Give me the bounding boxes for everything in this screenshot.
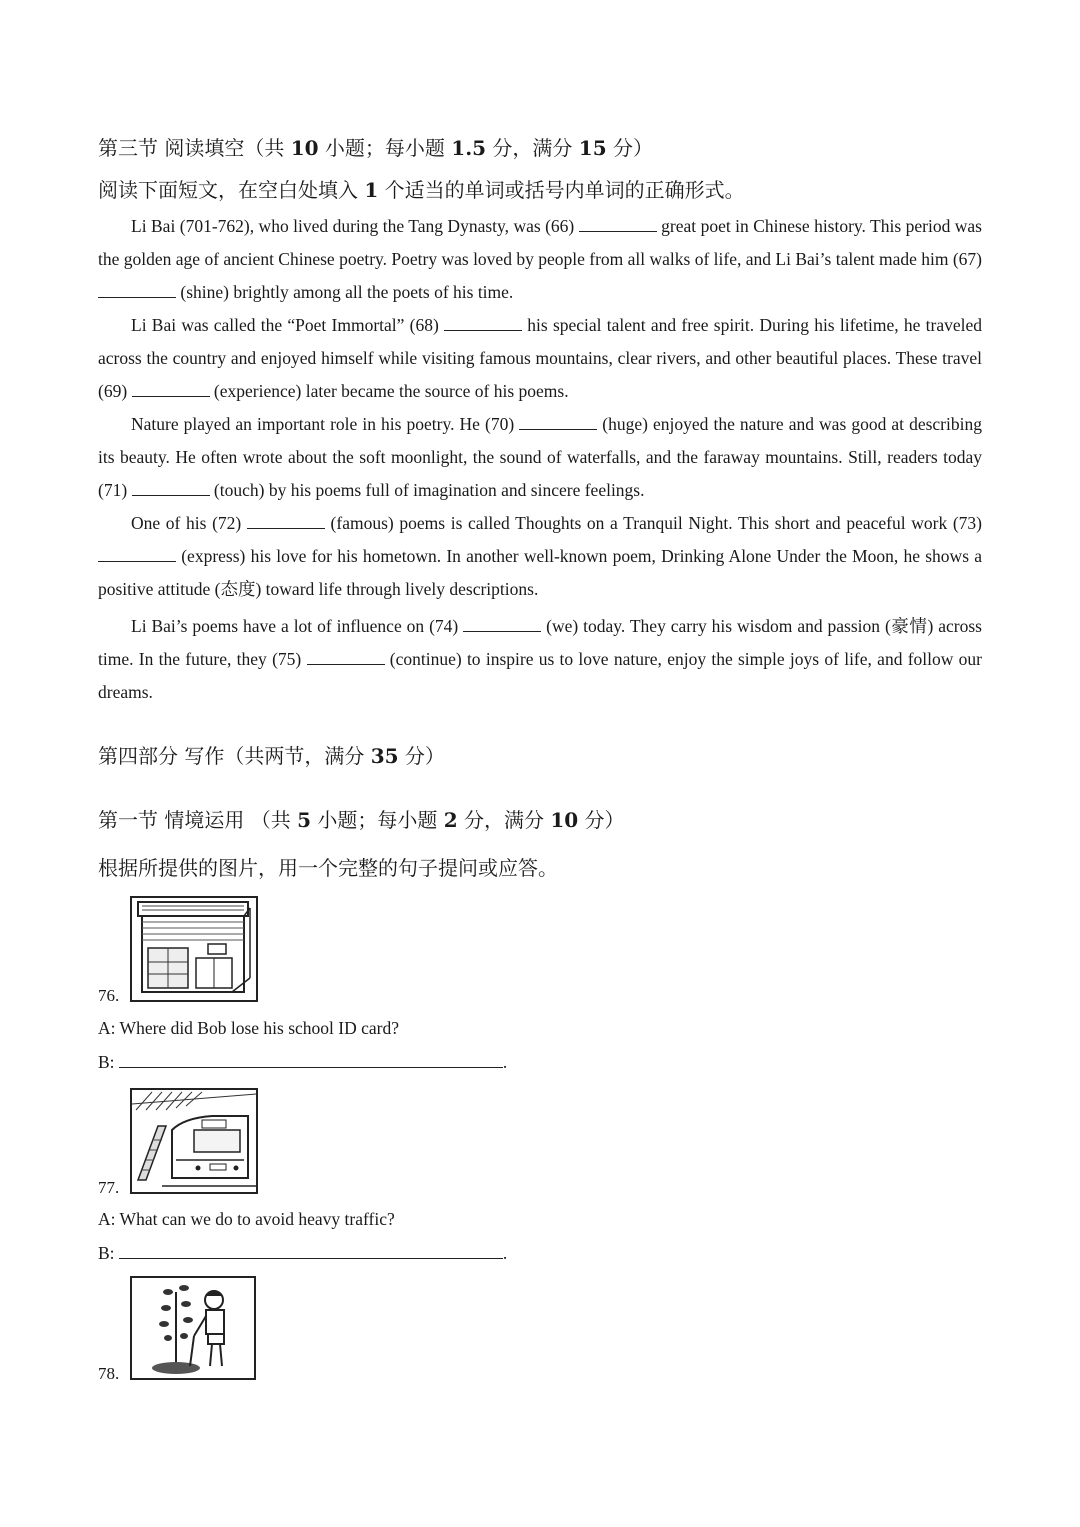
question-78-number: 78. — [98, 1364, 120, 1383]
blank-70[interactable] — [519, 417, 597, 430]
section3-instruction: 阅读下面短文，在空白处填入 1 个适当的单词或括号内单词的正确形式。 — [98, 178, 745, 202]
blank-67[interactable] — [98, 285, 176, 298]
question-76-number: 76. — [98, 986, 120, 1005]
boy-planting-tree-icon — [130, 1276, 256, 1380]
blank-69[interactable] — [132, 384, 210, 397]
blank-73[interactable] — [98, 549, 176, 562]
answer-76-field[interactable] — [119, 1053, 503, 1068]
section1-instruction: 根据所提供的图片，用一个完整的句子提问或应答。 — [98, 856, 558, 880]
part4-title: 第四部分 写作（共两节，满分 35 分） — [98, 744, 445, 768]
passage-paragraph-3: Nature played an important role in his poetry. He (70) (huge) enjoyed the nature and was good at describing its beauty. He often wrote about the soft moonlight, the sound of waterfalls, and the faraway mountains. Still, readers today (71) (touch) by his poems full of imagination and sincere feelings. — [98, 414, 982, 500]
question-77-number: 77. — [98, 1178, 120, 1197]
answer-77-field[interactable] — [119, 1244, 503, 1259]
blank-66[interactable] — [579, 219, 657, 232]
question-76-answer-line: B: . — [98, 1052, 508, 1072]
passage-paragraph-5: Li Bai’s poems have a lot of influence on (74) (we) today. They carry his wisdom and passion (豪情) across time. In the future, they (75) (continue) to inspire us to love nature, enjoy the simple joys of life, and follow our dreams. — [98, 616, 982, 702]
library-building-icon — [130, 896, 258, 1002]
passage-paragraph-1: Li Bai (701-762), who lived during the Tang Dynasty, was (66) great poet in Chinese history. This period was the golden age of ancient Chinese poetry. Poetry was loved by people from all walks of life, and Li Bai’s talent made him (67) (shine) brightly among all the poets of his time. — [98, 216, 982, 302]
section3-title: 第三节 阅读填空（共 10 小题；每小题 1.5 分，满分 15 分） — [98, 136, 653, 160]
question-76-prompt: A: Where did Bob lose his school ID card? — [98, 1018, 399, 1038]
passage-paragraph-2: Li Bai was called the “Poet Immortal” (68) his special talent and free spirit. During his lifetime, he traveled across the country and enjoyed himself while visiting famous mountains, clear rivers, and other beautiful places. These travel (69) (experience) later became the source of his poems. — [98, 315, 982, 401]
blank-68[interactable] — [444, 318, 522, 331]
blank-71[interactable] — [132, 483, 210, 496]
blank-72[interactable] — [247, 516, 325, 529]
blank-75[interactable] — [307, 652, 385, 665]
subway-train-icon — [130, 1088, 258, 1194]
passage-paragraph-4: One of his (72) (famous) poems is called Thoughts on a Tranquil Night. This short and peaceful work (73) (express) his love for his hometown. In another well-known poem, Drinking Alone Under the Moon, he shows a positive attitude (态度) toward life through lively descriptions. — [98, 513, 982, 599]
section1-title: 第一节 情境运用 （共 5 小题；每小题 2 分，满分 10 分） — [98, 808, 625, 832]
question-77-answer-line: B: . — [98, 1243, 508, 1263]
question-77-prompt: A: What can we do to avoid heavy traffic? — [98, 1209, 395, 1229]
blank-74[interactable] — [463, 619, 541, 632]
